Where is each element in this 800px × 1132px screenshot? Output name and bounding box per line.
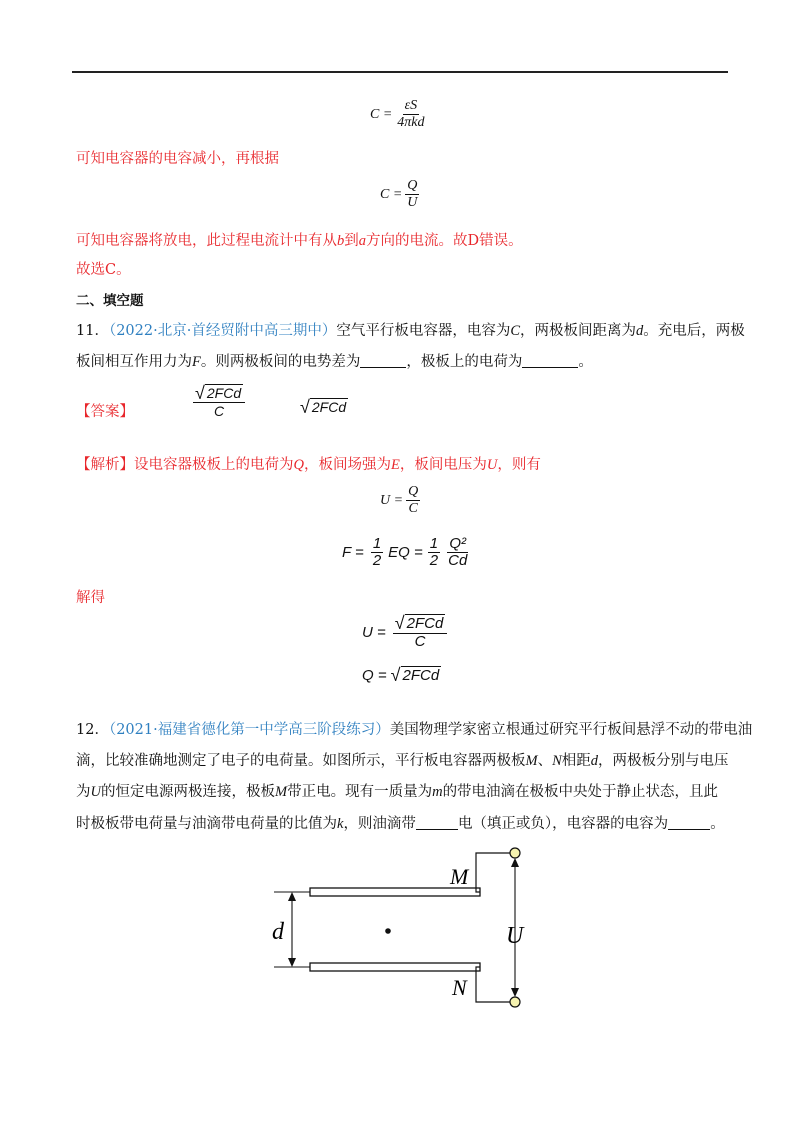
label-n: N <box>452 975 467 1000</box>
answer-blank[interactable] <box>522 353 578 368</box>
label-m: M <box>450 864 469 889</box>
wire-top <box>476 853 515 892</box>
denominator: 2 <box>429 552 439 569</box>
denominator: U <box>407 195 418 210</box>
force-formula <box>342 536 472 569</box>
eq-mid: EQ = <box>388 544 423 561</box>
text: 。 <box>578 354 593 370</box>
text: 时极板带电荷量与油滴带电荷量的比值为 <box>76 816 337 832</box>
fraction <box>393 614 448 650</box>
var: d <box>636 323 644 339</box>
numerator: Q² <box>449 535 467 552</box>
fraction <box>395 98 426 131</box>
terminal-top <box>510 848 520 858</box>
plate-n <box>310 963 480 971</box>
text: 、 <box>537 753 553 769</box>
sqrt: √ 2FCd <box>394 613 444 633</box>
radicand: 2FCd <box>406 615 444 632</box>
text: 方向的电流。故D错误。 <box>366 233 523 249</box>
eq-lhs: C = <box>370 106 393 122</box>
eq-lhs: Q = <box>362 666 387 684</box>
fraction <box>193 384 245 419</box>
analysis-line <box>76 231 523 251</box>
text: 滴，比较准确地测定了电子的电荷量。如图所示，平行板电容器两极板 <box>76 753 526 769</box>
denominator: C <box>408 501 418 516</box>
q11-line2 <box>76 352 593 372</box>
text: 可知电容器将放电，此过程电流计中有从 <box>76 233 337 249</box>
answer-blank[interactable] <box>416 815 458 830</box>
eq-lhs: F = <box>342 544 364 561</box>
denominator: C <box>414 633 426 650</box>
text: ，极板上的电荷为 <box>406 354 523 370</box>
text: ，板间电压为 <box>399 457 487 473</box>
text: 的带电油滴在极板中央处于静止状态，且此 <box>442 784 719 800</box>
text: 设电容器极板上的电荷为 <box>134 457 294 473</box>
fraction <box>428 536 440 569</box>
fraction <box>406 484 420 517</box>
numerator: Q <box>407 178 418 193</box>
var: m <box>432 784 443 800</box>
numerator: 1 <box>429 535 439 552</box>
capacitance-definition <box>380 178 422 211</box>
plate-m <box>310 888 480 896</box>
fraction <box>405 178 419 211</box>
var: E <box>390 457 400 473</box>
q12-line2 <box>76 751 729 771</box>
radicand: 2FCd <box>206 385 242 401</box>
sqrt: √ 2FCd <box>195 383 242 403</box>
arrowhead <box>288 892 296 901</box>
denominator: Cd <box>448 552 468 569</box>
radicand: 2FCd <box>402 667 440 684</box>
radicand: 2FCd <box>311 399 347 415</box>
var: U <box>90 784 101 800</box>
numerator: 1 <box>372 535 382 552</box>
numerator <box>193 384 245 403</box>
sqrt: √ 2FCd <box>300 397 347 417</box>
voltage-solution <box>362 614 450 650</box>
text: ，两极板分别与电压 <box>598 753 729 769</box>
text: 带正电。现有一质量为 <box>287 784 433 800</box>
numerator: Q <box>408 484 419 499</box>
denominator: 4πkd <box>397 115 425 130</box>
text: 为 <box>76 784 91 800</box>
terminal-bottom <box>510 997 520 1007</box>
var: N <box>552 753 562 769</box>
var: a <box>358 233 366 249</box>
numerator <box>393 614 448 634</box>
oil-drop <box>385 928 391 934</box>
capacitor-figure <box>260 845 540 1015</box>
text: 美国物理学家密立根通过研究平行板间悬浮不动的带电油 <box>389 722 753 738</box>
numerator: εS <box>404 98 418 113</box>
charge-solution <box>362 666 441 684</box>
text: ，则有 <box>497 457 541 473</box>
analysis-label: 【解析】 <box>76 457 134 473</box>
fraction <box>446 536 469 569</box>
arrowhead <box>511 858 519 867</box>
eq-lhs: U = <box>362 623 386 641</box>
var: b <box>337 233 345 249</box>
text: ，则油滴带 <box>343 816 416 832</box>
denominator: 2 <box>372 552 382 569</box>
answer-blank[interactable] <box>668 815 710 830</box>
text: 。充电后，两极 <box>643 323 745 339</box>
eq-lhs: C = <box>380 186 403 202</box>
question-number: 11． <box>76 323 109 339</box>
q12-line1 <box>76 720 752 740</box>
q12-line3 <box>76 782 718 802</box>
question-source[interactable]: （2021·福建省德化第一中学高三阶段练习） <box>108 722 390 738</box>
conclusion-line: 故选C。 <box>76 262 131 278</box>
var: k <box>337 816 344 832</box>
var: M <box>525 753 538 769</box>
text: 的恒定电源两极连接，极板 <box>100 784 275 800</box>
text: 板间相互作用力为 <box>76 354 192 370</box>
capacitance-formula <box>370 98 430 131</box>
eq-lhs: U = <box>380 492 404 508</box>
question-number: 12． <box>76 722 109 738</box>
solve-label: 解得 <box>76 590 105 606</box>
fraction <box>371 536 383 569</box>
header-rule <box>72 71 728 73</box>
var: Q <box>293 457 304 473</box>
voltage-formula <box>380 484 423 517</box>
arrowhead <box>511 988 519 997</box>
wire-bottom <box>476 967 515 1002</box>
answer-2 <box>300 398 348 416</box>
text: 到 <box>344 233 359 249</box>
denominator: C <box>214 403 225 419</box>
var: C <box>510 323 520 339</box>
label-d: d <box>272 919 284 945</box>
section-title: 二、填空题 <box>76 293 144 309</box>
var: M <box>274 784 288 800</box>
var: F <box>192 354 201 370</box>
label-u: U <box>506 923 524 949</box>
answer-1 <box>190 384 248 419</box>
text: 电（填正或负），电容器的电容为 <box>457 816 669 832</box>
answer-blank[interactable] <box>360 353 406 368</box>
var: d <box>590 753 599 769</box>
answer-label: 【答案】 <box>76 404 134 420</box>
text: 相距 <box>561 753 591 769</box>
text: ，两极板间距离为 <box>520 323 636 339</box>
analysis-line <box>76 455 541 475</box>
sqrt: √ 2FCd <box>390 665 440 685</box>
text: 空气平行板电容器，电容为 <box>336 323 511 339</box>
q12-line4 <box>76 814 725 834</box>
var: U <box>486 457 498 473</box>
text: 。 <box>710 816 725 832</box>
analysis-line: 可知电容器的电容减小，再根据 <box>76 151 279 167</box>
question-source[interactable]: （2022·北京·首经贸附中高三期中） <box>108 323 337 339</box>
text: ，板间场强为 <box>303 457 391 473</box>
q11-line1 <box>76 321 745 341</box>
text: 。则两极板间的电势差为 <box>200 354 361 370</box>
arrowhead <box>288 958 296 967</box>
